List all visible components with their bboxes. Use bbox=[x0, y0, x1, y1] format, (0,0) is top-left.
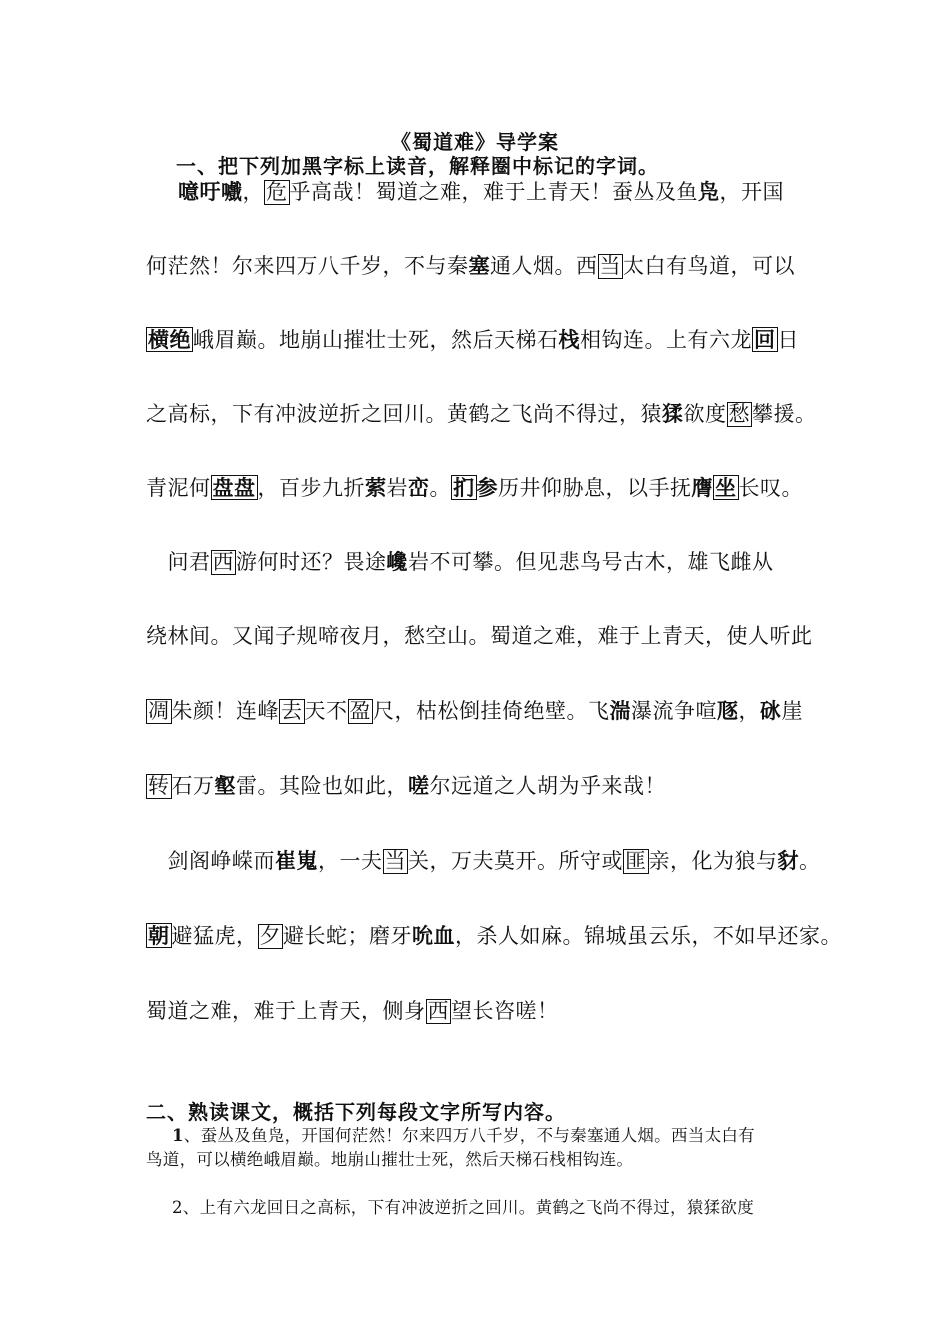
boxed-character: 盈 bbox=[349, 699, 371, 723]
boxed-character: 愁 bbox=[728, 402, 750, 426]
poem-line bbox=[146, 324, 799, 354]
boxed-character: 西 bbox=[212, 550, 234, 574]
text-segment: 望长咨嗟！ bbox=[451, 999, 559, 1023]
bold-character: 萦 bbox=[365, 475, 387, 500]
text-segment: 避长蛇；磨牙 bbox=[283, 924, 412, 948]
text-segment: ， bbox=[738, 699, 760, 723]
text-segment: 瀑流争喧 bbox=[631, 699, 717, 723]
bold-character: 湍 bbox=[609, 698, 631, 723]
bold-character: 壑 bbox=[214, 773, 236, 798]
text-segment: ，开国 bbox=[719, 180, 784, 204]
bold-character: 豗 bbox=[717, 698, 739, 723]
text-segment: 绕林间。又闻子规啼夜月，愁空山。蜀道之难，难于上青天，使人听此 bbox=[146, 624, 813, 648]
bold-boxed-character: 扪 bbox=[453, 475, 475, 500]
bold-boxed-character: 朝 bbox=[148, 923, 170, 948]
boxed-character: 当 bbox=[384, 849, 406, 873]
text-segment: 何茫然！尔来四万八千岁，不与秦 bbox=[146, 254, 469, 278]
summary-paragraph-2: 2、上有六龙回日之高标，下有冲波逆折之回川。黄鹤之飞尚不得过，猿猱欲度 bbox=[172, 1198, 754, 1217]
bold-character: 塞 bbox=[468, 253, 490, 278]
text-segment: ， bbox=[242, 180, 264, 204]
paragraph-text: 、蚕丛及鱼凫，开国何茫然！尔来四万八千岁，不与秦塞通人烟。西当太白有 bbox=[183, 1126, 755, 1145]
text-segment: 日 bbox=[777, 328, 799, 352]
text-segment: 石万 bbox=[171, 774, 215, 798]
bold-boxed-character: 盘盘 bbox=[212, 475, 256, 500]
boxed-character: 当 bbox=[599, 254, 621, 278]
summary-paragraph-1 bbox=[172, 1122, 755, 1146]
text-segment: 问君 bbox=[146, 550, 211, 574]
text-segment: 雷。其险也如此， bbox=[236, 774, 408, 798]
bold-character: 峦 bbox=[408, 475, 430, 500]
boxed-character: 危 bbox=[266, 180, 288, 204]
bold-character: 砯 bbox=[760, 698, 782, 723]
text-segment: 天不 bbox=[304, 699, 348, 723]
text-segment: 青泥何 bbox=[146, 476, 211, 500]
bold-character: 膺 bbox=[691, 475, 713, 500]
section-1-heading: 一、把下列加黑字标上读音，解释圈中标记的字词。 bbox=[176, 154, 659, 178]
boxed-character: 西 bbox=[427, 999, 449, 1023]
poem-line bbox=[146, 546, 774, 576]
poem-line bbox=[178, 176, 784, 206]
bold-boxed-character: 横绝 bbox=[148, 327, 191, 352]
text-segment: 岩不可攀。但见悲鸟号古木，雄飞雌从 bbox=[408, 550, 774, 574]
text-segment: 通人烟。西 bbox=[490, 254, 598, 278]
text-segment: 相钩连。上有六龙 bbox=[580, 328, 752, 352]
paragraph-number: 1 bbox=[172, 1126, 184, 1145]
text-segment: 游何时还？畏途 bbox=[236, 550, 387, 574]
poem-line bbox=[146, 620, 813, 650]
text-segment: 尔远道之人胡为乎来哉！ bbox=[429, 774, 666, 798]
poem-line bbox=[146, 845, 821, 875]
document-title: 《蜀道难》导学案 bbox=[391, 130, 559, 154]
boxed-character: 夕 bbox=[259, 924, 281, 948]
text-segment: ，杀人如麻。锦城虽云乐，不如早还家。 bbox=[455, 924, 842, 948]
bold-character: 崔嵬 bbox=[275, 848, 318, 873]
poem-line bbox=[146, 472, 803, 502]
poem-line bbox=[146, 250, 795, 280]
text-segment: 太白有鸟道，可以 bbox=[623, 254, 795, 278]
text-segment: 长叹。 bbox=[738, 476, 803, 500]
bold-character: 栈 bbox=[558, 327, 580, 352]
text-segment: 亲，化为狼与 bbox=[648, 849, 778, 873]
text-segment: 朱颜！连峰 bbox=[171, 699, 279, 723]
boxed-character: 去 bbox=[281, 699, 303, 723]
text-segment: 剑阁峥嵘而 bbox=[146, 849, 275, 873]
bold-character: 猱 bbox=[662, 401, 684, 426]
text-segment: ，一夫 bbox=[318, 849, 383, 873]
text-segment: 。 bbox=[429, 476, 451, 500]
boxed-character: 匪 bbox=[625, 849, 647, 873]
summary-paragraph-1-cont: 鸟道，可以横绝峨眉巅。地崩山摧壮士死，然后天梯石栈相钩连。 bbox=[146, 1150, 634, 1169]
section-2-heading: 二、熟读课文，概括下列每段文字所写内容。 bbox=[146, 1100, 566, 1124]
text-segment: 岩 bbox=[386, 476, 408, 500]
text-segment: ，百步九折 bbox=[257, 476, 365, 500]
text-segment: 之高标，下有冲波逆折之回川。黄鹤之飞尚不得过，猿 bbox=[146, 402, 662, 426]
bold-character: 巉 bbox=[386, 549, 408, 574]
bold-character: 噫吁嚱 bbox=[178, 179, 243, 204]
text-segment: 欲度 bbox=[683, 402, 727, 426]
text-segment: 攀援。 bbox=[752, 402, 817, 426]
text-segment: 乎高哉！蜀道之难，难于上青天！蚕丛及鱼 bbox=[289, 180, 698, 204]
boxed-character: 转 bbox=[148, 774, 170, 798]
boxed-character: 凋 bbox=[148, 699, 170, 723]
text-segment: 峨眉巅。地崩山摧壮士死，然后天梯石 bbox=[193, 328, 559, 352]
text-segment: 崖 bbox=[781, 699, 803, 723]
bold-character: 参 bbox=[476, 475, 498, 500]
text-segment: 。 bbox=[799, 849, 821, 873]
poem-line bbox=[146, 695, 803, 725]
bold-boxed-character: 回 bbox=[754, 327, 776, 352]
text-segment: 历井仰胁息，以手抚 bbox=[498, 476, 692, 500]
text-segment: 尺，枯松倒挂倚绝壁。飞 bbox=[373, 699, 610, 723]
text-segment: 避猛虎， bbox=[171, 924, 258, 948]
bold-character: 嗟 bbox=[408, 773, 430, 798]
poem-line bbox=[146, 995, 559, 1025]
bold-character: 凫 bbox=[698, 179, 720, 204]
bold-character: 豺 bbox=[777, 848, 799, 873]
poem-line bbox=[146, 920, 842, 950]
text-segment: 蜀道之难，难于上青天，侧身 bbox=[146, 999, 426, 1023]
poem-line bbox=[146, 770, 666, 800]
bold-boxed-character: 坐 bbox=[715, 475, 737, 500]
poem-line bbox=[146, 398, 817, 428]
text-segment: 关，万夫莫开。所守或 bbox=[408, 849, 623, 873]
bold-character: 吮血 bbox=[412, 923, 455, 948]
